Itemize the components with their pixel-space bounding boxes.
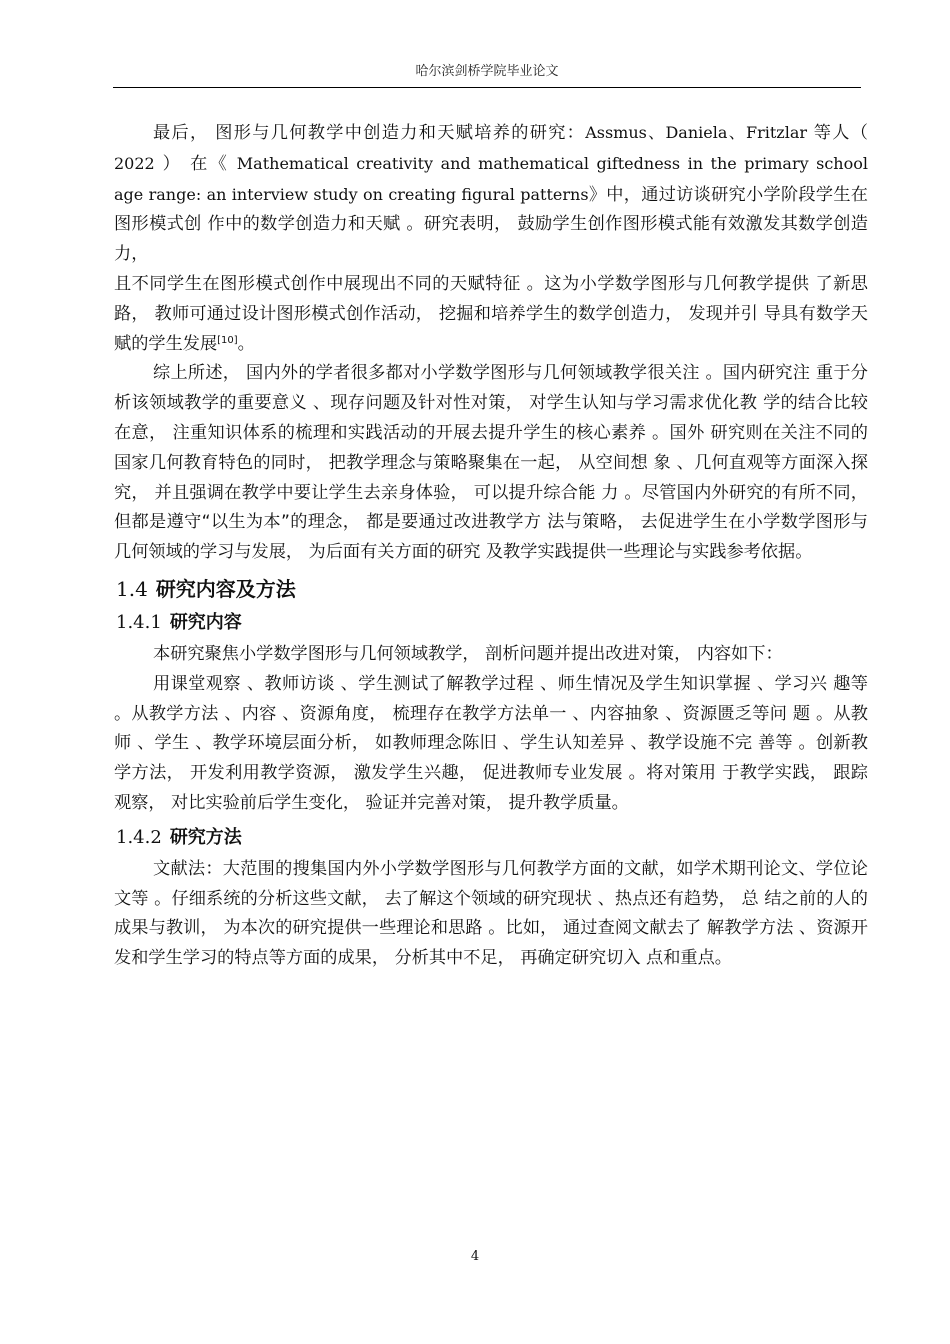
p1-text-g: 》中，通过访谈研究小学阶段学生在图形模式创 作中的数学创造力和天赋 。研究表明， 鼓励学生创作图形模式能有效激发其数学创造力， (114, 184, 868, 265)
p1-authors: Assmus、Daniela、Fritzlar (585, 123, 808, 142)
heading-1-4-1 (116, 608, 868, 638)
p1-text-e: ） 在《 (154, 153, 230, 174)
paragraph-research-content: 用课堂观察 、教师访谈 、学生测试了解教学过程 、师生情况及学生知识掌握 、学习兴 趣等 。从教学方法 、内容 、资源角度， 梳理存在教学方法单一 、内容抽象 、资源匮乏等问 题 。从教师 、学生 、教学环境层面分析， 如教师理念陈旧 、学生认知差异 、教学设施不完 善等 。创新教学方法， 开发利用教学资源， 激发学生兴趣， 促进教师专业发展 。将对策用 于教学实践， 跟踪观察， 对比实验前后学生变化， 验证并完善对策， 提升教学质量。 (114, 673, 868, 813)
heading-1-4-2-title: 研究方法 (169, 826, 242, 848)
p1-paper-title: Mathematical creativity and mathematical giftedness in the primary school age range: an interview study on creating figural patterns (114, 153, 868, 204)
p1-year: 2022 (114, 153, 155, 173)
heading-1-4 (116, 574, 868, 604)
paragraph-final-research (114, 118, 868, 270)
citation-ref: [10] (217, 334, 238, 346)
heading-1-4-1-number: 1.4.1 (116, 611, 162, 633)
paragraph-literature-method: 文献法：大范围的搜集国内外小学数学图形与几何教学方面的文献，如学术期刊论文、学位论文等 。仔细系统的分析这些文献， 去了解这个领域的研究现状 、热点还有趋势， 总 结之前的人的成果与教训， 为本次的研究提供一些理论和思路 。比如， 通过查阅文献去了 解教学方法 、资源开发和学生学习的特点等方面的成果， 分析其中不足， 再确定研究切入 点和重点。 (114, 858, 868, 969)
heading-1-4-1-title: 研究内容 (169, 611, 242, 633)
p2-text: 且不同学生在图形模式创作中展现出不同的天赋特征 。这为小学数学图形与几何教学提供 了新思路， 教师可通过设计图形模式创作活动， 挖掘和培养学生的数学创造力， 发现并引 导具有数学天赋的学生发展 (114, 273, 868, 354)
p1-text-a: 最后， 图形与几何教学中创造力和天赋培养的研究： (153, 123, 586, 143)
heading-1-4-number: 1.4 (116, 576, 148, 601)
page-number: 4 (470, 1249, 480, 1264)
paragraph-summary: 综上所述， 国内外的学者很多都对小学数学图形与几何领域教学很关注 。国内研究注 重于分析该领域教学的重要意义 、现存问题及针对性对策， 对学生认知与学习需求优化教 学的结合比较在意， 注重知识体系的梳理和实践活动的开展去提升学生的核心素养 。国外 研究则在关注不同的国家几何教育特色的同时， 把教学理念与策略聚集在一起， 从空间想 象 、几何直观等方面深入探究， 并且强调在教学中要让学生去亲身体验， 可以提升综合能 力 。尽管国内外研究的有所不同， 但都是遵守“以生为本”的理念， 都是要通过改进教学方 法与策略， 去促进学生在小学数学图形与几何领域的学习与发展， 为后面有关方面的研究 及教学实践提供一些理论与实践参考依据。 (114, 363, 868, 563)
p2-end: 。 (237, 333, 255, 354)
heading-1-4-2-number: 1.4.2 (116, 826, 162, 848)
heading-1-4-2 (116, 823, 868, 853)
page-body (114, 118, 868, 974)
paragraph-continuation (114, 270, 868, 359)
paragraph-research-intro: 本研究聚焦小学数学图形与几何领域教学， 剖析问题并提出改进对策， 内容如下： (153, 643, 783, 664)
p1-text-c: 等人（ (807, 123, 868, 143)
page-header: 哈尔滨剑桥学院毕业论文 (415, 64, 559, 79)
header-divider (113, 87, 861, 88)
heading-1-4-title: 研究内容及方法 (155, 576, 296, 601)
